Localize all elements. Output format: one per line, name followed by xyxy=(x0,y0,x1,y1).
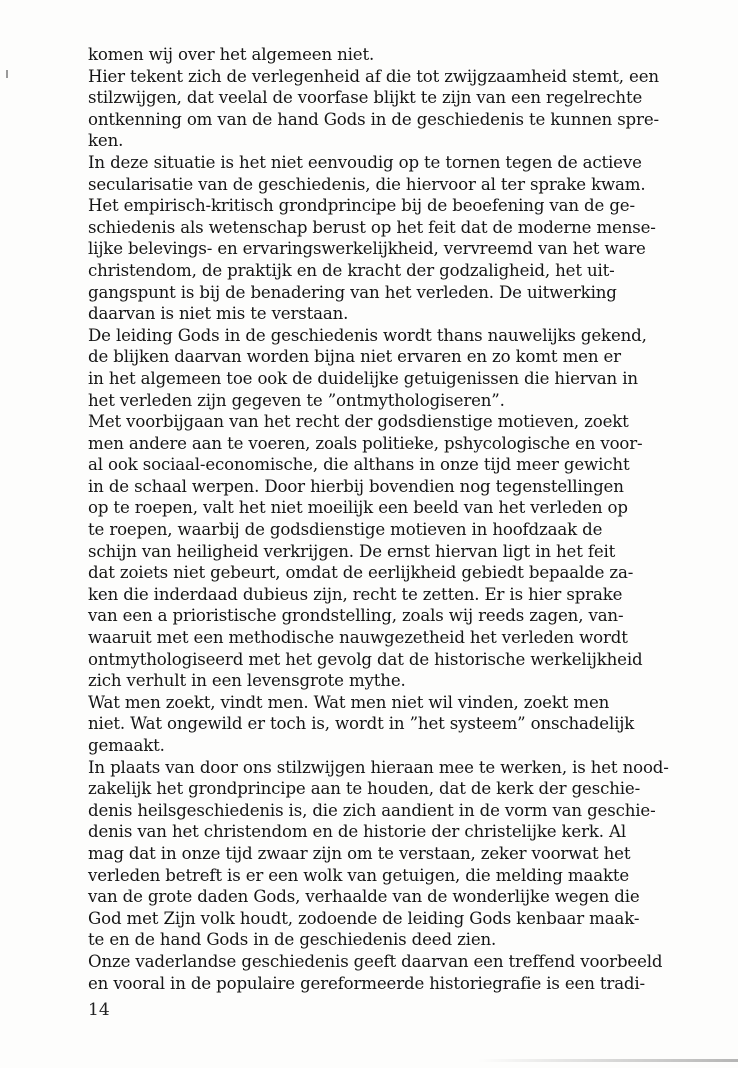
body-text xyxy=(88,44,728,994)
text-line: God met Zijn volk houdt, zodoende de leiding Gods kenbaar maak- xyxy=(88,908,640,928)
text-line: in de schaal werpen. Door hierbij bovendien nog tegenstellingen xyxy=(88,476,624,496)
text-line: dat zoiets niet gebeurt, omdat de eerlijkheid gebiedt bepaalde za- xyxy=(88,563,634,583)
text-line: niet. Wat ongewild er toch is, wordt in ”het systeem” onschadelijk xyxy=(88,714,635,734)
text-line: denis van het christendom en de historie der christelijke kerk. Al xyxy=(88,822,627,842)
text-line: Onze vaderlandse geschiedenis geeft daarvan een treffend voorbeeld xyxy=(88,951,663,971)
text-line: secularisatie van de geschiedenis, die hiervoor al ter sprake kwam. xyxy=(88,174,646,194)
text-line: Hier tekent zich de verlegenheid af die tot zwijgzaamheid stemt, een xyxy=(88,66,659,86)
text-line: christendom, de praktijk en de kracht der godzaligheid, het uit- xyxy=(88,260,615,280)
text-line: gemaakt. xyxy=(88,736,165,755)
text-line: mag dat in onze tijd zwaar zijn om te verstaan, zeker voorwat het xyxy=(88,843,631,863)
text-line: daarvan is niet mis te verstaan. xyxy=(88,304,349,324)
text-line: schiedenis als wetenschap berust op het feit dat de moderne mense- xyxy=(88,217,656,237)
text-line: ontmythologiseerd met het gevolg dat de historische werkelijkheid xyxy=(88,649,643,669)
text-line: al ook sociaal-economische, die althans in onze tijd meer gewicht xyxy=(88,455,630,475)
text-line: van de grote daden Gods, verhaalde van de wonderlijke wegen die xyxy=(88,887,640,907)
text-line: verleden betreft is er een wolk van getuigen, die melding maakte xyxy=(88,865,630,885)
text-line: zich verhult in een levensgrote mythe. xyxy=(88,671,406,691)
text-line: in het algemeen toe ook de duidelijke getuigenissen die hiervan in xyxy=(88,368,638,388)
text-line: gangspunt is bij de benadering van het verleden. De uitwerking xyxy=(88,282,617,302)
text-line: ken die inderdaad dubieus zijn, recht te zetten. Er is hier sprake xyxy=(88,584,623,604)
scan-shadow xyxy=(478,1059,738,1062)
text-line: te roepen, waarbij de godsdienstige motieven in hoofdzaak de xyxy=(88,520,603,540)
text-line: denis heilsgeschiedenis is, die zich aandient in de vorm van geschie- xyxy=(88,800,656,820)
text-line: Wat men zoekt, vindt men. Wat men niet wil vinden, zoekt men xyxy=(88,692,610,712)
text-line: Met voorbijgaan van het recht der godsdienstige motieven, zoekt xyxy=(88,412,629,432)
text-line: zakelijk het grondprincipe aan te houden, dat de kerk der geschie- xyxy=(88,779,641,799)
text-line: lijke belevings- en ervaringswerkelijkheid, vervreemd van het ware xyxy=(88,239,646,259)
text-line: De leiding Gods in de geschiedenis wordt thans nauwelijks gekend, xyxy=(88,325,647,345)
text-line: en vooral in de populaire gereformeerde historiegrafie is een tradi- xyxy=(88,973,646,993)
text-line: ontkenning om van de hand Gods in de geschiedenis te kunnen spre- xyxy=(88,109,659,129)
text-line: Het empirisch-kritisch grondprincipe bij de beoefening van de ge- xyxy=(88,196,635,216)
text-line: te en de hand Gods in de geschiedenis deed zien. xyxy=(88,930,497,950)
text-line: de blijken daarvan worden bijna niet ervaren en zo komt men er xyxy=(88,347,621,367)
text-line: In plaats van door ons stilzwijgen hieraan mee te werken, is het nood- xyxy=(88,757,669,777)
text-line: men andere aan te voeren, zoals politieke, pshycologische en voor- xyxy=(88,433,643,453)
text-line: stilzwijgen, dat veelal de voorfase blijkt te zijn van een regelrechte xyxy=(88,88,643,108)
page-number: 14 xyxy=(88,1000,110,1020)
text-line: van een a prioristische grondstelling, zoals wij reeds zagen, van- xyxy=(88,606,624,626)
text-line: het verleden zijn gegeven te ”ontmythologiseren”. xyxy=(88,390,505,410)
text-line: op te roepen, valt het niet moeilijk een beeld van het verleden op xyxy=(88,498,628,518)
text-line: In deze situatie is het niet eenvoudig op te tornen tegen de actieve xyxy=(88,152,642,172)
scan-edge-mark xyxy=(6,70,8,78)
text-line: schijn van heiligheid verkrijgen. De ernst hiervan ligt in het feit xyxy=(88,541,616,561)
text-line: waaruit met een methodische nauwgezetheid het verleden wordt xyxy=(88,628,628,648)
text-line: ken. xyxy=(88,131,124,151)
text-line: komen wij over het algemeen niet. xyxy=(88,45,375,64)
